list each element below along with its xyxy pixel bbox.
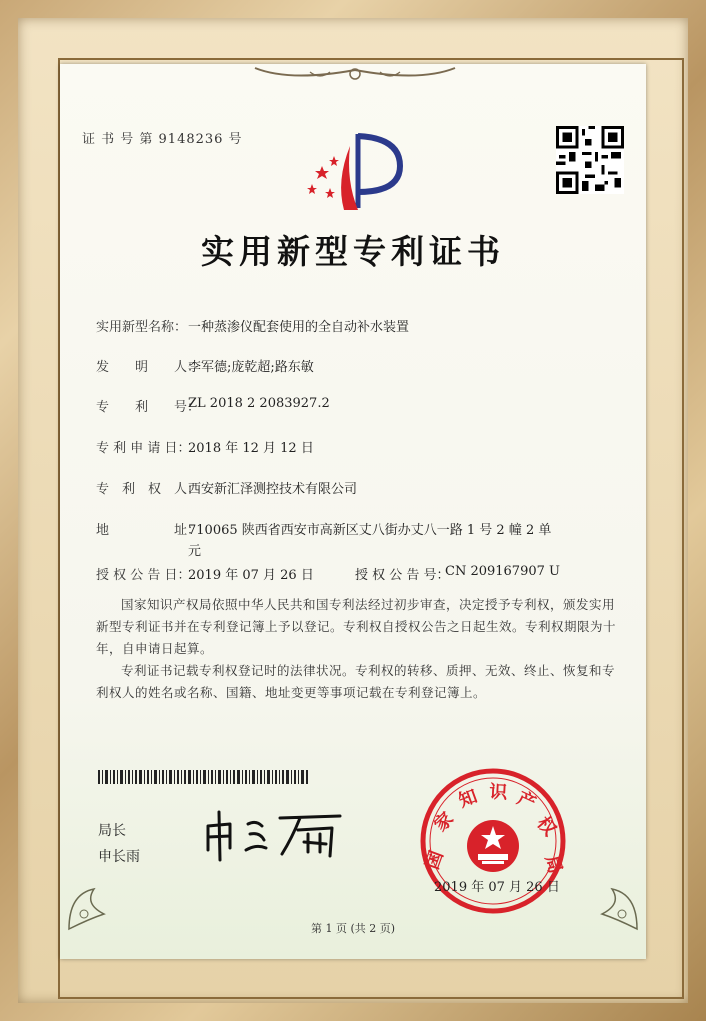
body-paragraph: 国家知识产权局依照中华人民共和国专利法经过初步审查，决定授予专利权，颁发实用新型专利证书并在专利登记簿上予以登记。专利权自授权公告之日起生效。专利权期限为十年，自申请日起算。 bbox=[96, 597, 617, 656]
field-label-patentee: 专 利 权 人： bbox=[96, 482, 201, 497]
field-label-apply-date: 专 利 申 请 日： bbox=[96, 441, 191, 456]
svg-text:产: 产 bbox=[513, 787, 539, 815]
director-name: 申长雨 bbox=[98, 849, 140, 865]
svg-text:局: 局 bbox=[540, 853, 566, 876]
page-number: 第 1 页 (共 2 页) bbox=[310, 922, 396, 935]
field-value-patentee: 西安新汇泽测控技术有限公司 bbox=[188, 482, 358, 497]
director-signature-icon bbox=[200, 804, 350, 864]
field-label-inventor: 发 明 人： bbox=[96, 360, 201, 375]
field-label-patent-no: 专 利 号： bbox=[96, 400, 201, 415]
patent-office-logo-icon bbox=[300, 126, 410, 216]
certificate-title: 实用新型专利证书 bbox=[201, 232, 505, 271]
certificate-paper bbox=[60, 64, 646, 959]
director-title: 局长 bbox=[98, 823, 126, 839]
certificate-number: 证 书 号 第 9148236 号 bbox=[82, 132, 243, 147]
field-value-apply-date: 2018 年 12 月 12 日 bbox=[188, 441, 314, 456]
qr-code-icon bbox=[556, 126, 624, 194]
svg-text:知: 知 bbox=[456, 785, 481, 812]
field-value-patent-no: ZL 2018 2 2083927.2 bbox=[188, 396, 330, 411]
field-value-address: 710065 陕西省西安市高新区丈八街办丈八一路 1 号 2 幢 2 单 bbox=[188, 523, 552, 538]
svg-text:权: 权 bbox=[532, 812, 561, 841]
field-value-announcement-no: CN 209167907 U bbox=[445, 564, 560, 579]
barcode-icon bbox=[98, 770, 308, 784]
svg-text:家: 家 bbox=[430, 808, 458, 836]
field-label-name: 实用新型名称： bbox=[96, 320, 188, 335]
svg-text:识: 识 bbox=[488, 781, 508, 804]
seal-date: 2019 年 07 月 26 日 bbox=[434, 880, 560, 895]
body-paragraph: 专利证书记载专利权登记时的法律状况。专利权的转移、质押、无效、终止、恢复和专利权人的姓名或名称、国籍、地址变更等事项记载在专利登记簿上。 bbox=[96, 663, 616, 700]
field-value-grant-date: 2019 年 07 月 26 日 bbox=[188, 568, 314, 583]
field-value-name: 一种蒸渗仪配套使用的全自动补水装置 bbox=[188, 320, 410, 335]
svg-text:国: 国 bbox=[421, 848, 448, 873]
top-ornament-icon bbox=[250, 64, 460, 86]
field-value-address-line2: 元 bbox=[188, 544, 202, 559]
field-value-inventor: 李军德;庞乾超;路东敏 bbox=[188, 360, 314, 375]
field-label-announcement-no: 授 权 公 告 号： bbox=[355, 568, 450, 583]
field-label-grant-date: 授 权 公 告 日： bbox=[96, 568, 191, 583]
field-label-address: 地 址： bbox=[96, 523, 201, 538]
